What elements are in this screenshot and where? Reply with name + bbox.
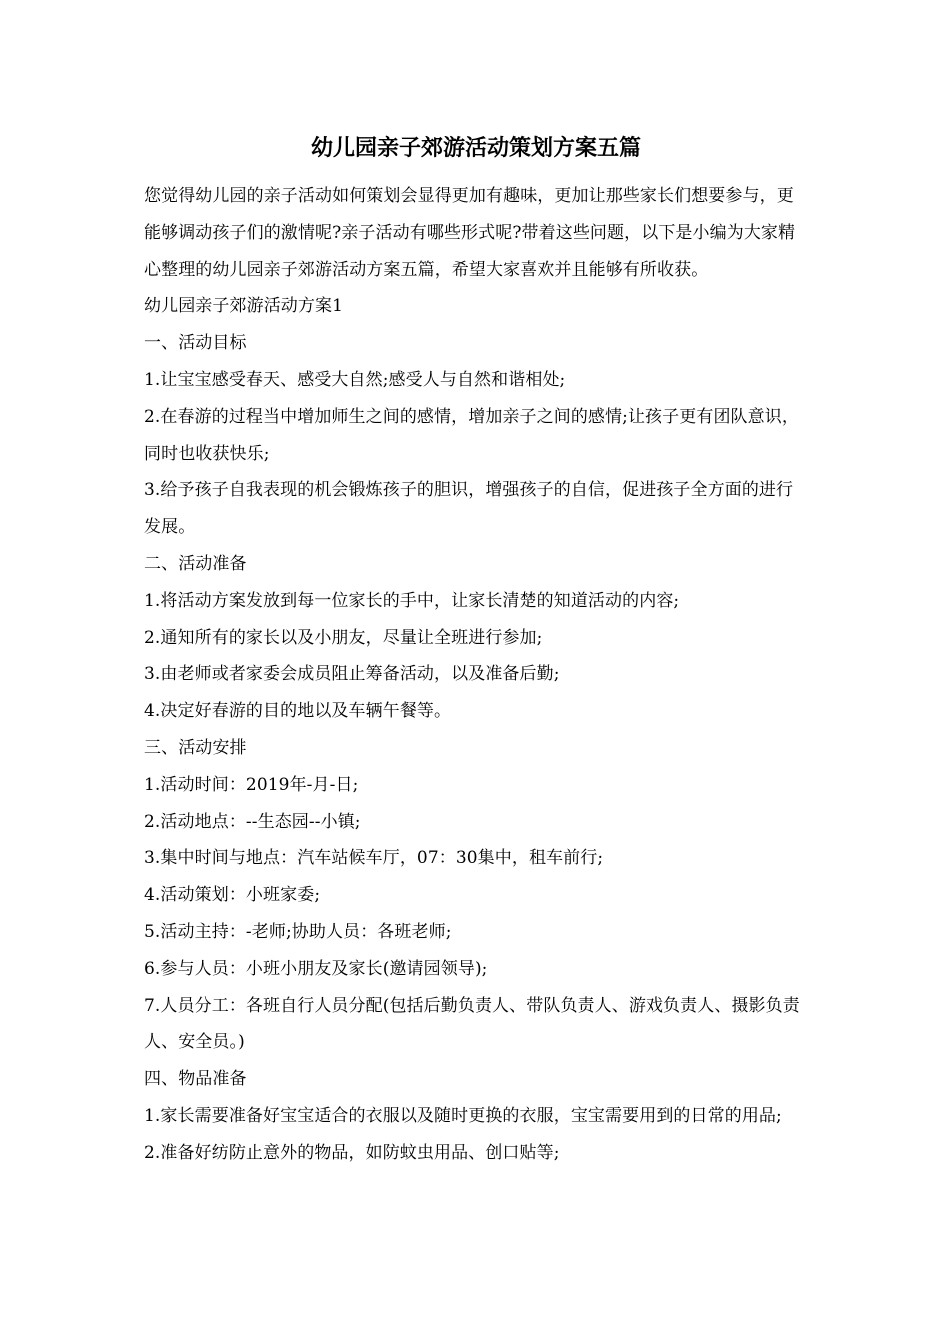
- arrangement-item-7: 7.人员分工：各班自行人员分配(包括后勤负责人、带队负责人、游戏负责人、摄影负责人、安全员。): [144, 995, 800, 1053]
- arrangement-item-4: 4.活动策划：小班家委;: [144, 885, 321, 906]
- heading-supplies-preparation: 四、物品准备: [144, 1069, 247, 1090]
- preparation-item-1: 1.将活动方案发放到每一位家长的手中，让家长清楚的知道活动的内容;: [144, 590, 680, 611]
- heading-activity-preparation: 二、活动准备: [144, 553, 247, 574]
- preparation-item-3: 3.由老师或者家委会成员阻止筹备活动，以及准备后勤;: [144, 664, 560, 685]
- heading-activity-arrangement: 三、活动安排: [144, 737, 247, 758]
- arrangement-item-5: 5.活动主持：-老师;协助人员：各班老师;: [144, 921, 452, 942]
- intro-paragraph: 您觉得幼儿园的亲子活动如何策划会显得更加有趣味，更加让那些家长们想要参与，更能够调动孩子们的激情呢?亲子活动有哪些形式呢?带着这些问题，以下是小编为大家精心整理的幼儿园亲子郊游活动方案五篇，希望大家喜欢并且能够有所收获。: [144, 186, 796, 280]
- document-title: 幼儿园亲子郊游活动策划方案五篇: [310, 135, 641, 161]
- arrangement-item-1: 1.活动时间：2019年-月-日;: [144, 774, 359, 795]
- document-page: [144, 128, 808, 1172]
- arrangement-item-3: 3.集中时间与地点：汽车站候车厅，07：30集中，租车前行;: [144, 848, 604, 869]
- supplies-item-1: 1.家长需要准备好宝宝适合的衣服以及随时更换的衣服，宝宝需要用到的日常的用品;: [144, 1105, 782, 1126]
- supplies-item-2: 2.准备好纺防止意外的物品，如防蚊虫用品、创口贴等;: [144, 1142, 560, 1163]
- section-title-plan-1: 幼儿园亲子郊游活动方案1: [144, 296, 344, 317]
- preparation-item-4: 4.决定好春游的目的地以及车辆午餐等。: [144, 701, 452, 722]
- arrangement-item-6: 6.参与人员：小班小朋友及家长(邀请园领导);: [144, 958, 488, 979]
- goal-item-2: 2.在春游的过程当中增加师生之间的感情，增加亲子之间的感情;让孩子更有团队意识，同时也收获快乐;: [144, 406, 799, 464]
- goal-item-3: 3.给予孩子自我表现的机会锻炼孩子的胆识，增强孩子的自信，促进孩子全方面的进行发展。: [144, 480, 794, 538]
- arrangement-item-2: 2.活动地点：--生态园--小镇;: [144, 811, 361, 832]
- goal-item-1: 1.让宝宝感受春天、感受大自然;感受人与自然和谐相处;: [144, 369, 566, 390]
- heading-activity-goals: 一、活动目标: [144, 333, 247, 354]
- preparation-item-2: 2.通知所有的家长以及小朋友，尽量让全班进行参加;: [144, 627, 543, 648]
